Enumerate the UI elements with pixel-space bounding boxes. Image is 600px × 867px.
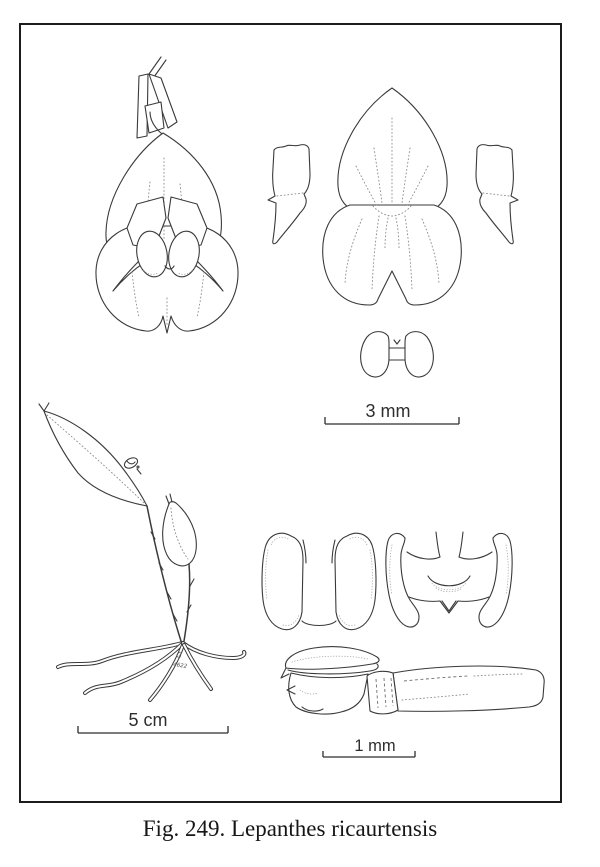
scale-bar-label: 5 cm: [128, 710, 168, 730]
lip-spread-with-column-drawing: [386, 532, 512, 627]
roots-drawing: [58, 643, 244, 700]
flower-dissection-drawing: [268, 88, 518, 305]
scale-bar-label: 3 mm: [365, 401, 411, 421]
lip-blades-front-drawing: [262, 533, 376, 629]
collector-mark-line2: 4622: [172, 662, 188, 670]
scale-bar-3mm: [325, 401, 459, 424]
flower-front-view-drawing: [96, 57, 238, 333]
scale-bar-5cm: [78, 710, 228, 733]
collector-mark-line1: G: [175, 651, 183, 660]
figure-caption: Fig. 249. Lepanthes ricaurtensis: [142, 816, 438, 841]
lip-spread-drawing: [361, 332, 434, 377]
flower-side-view-with-ovary-drawing: [281, 647, 544, 714]
scale-bar-1mm: [323, 737, 415, 757]
plant-habit-drawing: [39, 403, 244, 700]
scale-bar-label: 1 mm: [354, 737, 396, 755]
